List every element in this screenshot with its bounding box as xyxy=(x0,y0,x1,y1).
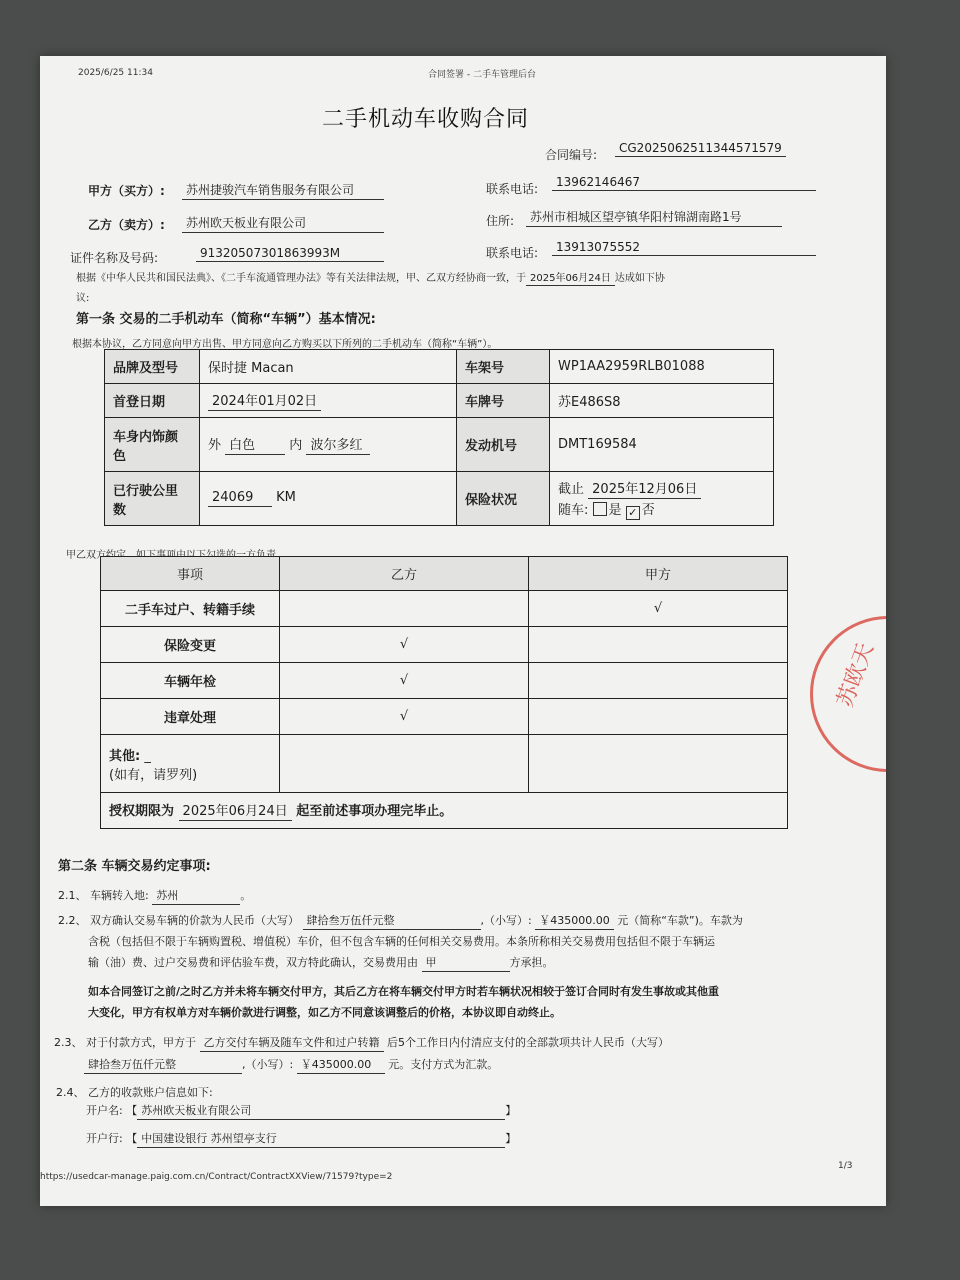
vin-value: WP1AA2959RLB01088 xyxy=(550,350,774,384)
clause-2-3-line1: 2.3、 对于付款方式，甲方于 乙方交付车辆及随车文件和过户转籍 后5个工作日内付清应支付的全部款项共计人民币（大写） xyxy=(54,1034,669,1052)
plate-value: 苏E486S8 xyxy=(550,384,774,418)
duty-other-seller xyxy=(280,735,529,793)
account-name: 开户名: 【 苏州欧天板业有限公司 】 xyxy=(86,1102,516,1120)
vehicle-table xyxy=(104,349,774,526)
bank-name: 开户行: 【 中国建设银行 苏州望亭支行 】 xyxy=(86,1130,516,1148)
insurance-label: 保险状况 xyxy=(457,472,550,526)
color-label: 车身内饰颜 色 xyxy=(105,418,200,472)
clause-2-4: 2.4、 乙方的收款账户信息如下: xyxy=(56,1086,213,1099)
color-value: 外 白色 内 波尔多红 xyxy=(200,418,457,472)
footer-url: https://usedcar-manage.paig.com.cn/Contract/ContractXXView/71579?type=2 xyxy=(40,1172,393,1182)
duty-row-seller: √ xyxy=(280,699,529,735)
buyer-phone-label: 联系电话: xyxy=(486,182,539,196)
article1-heading: 第一条 交易的二手机动车（简称“车辆”）基本情况: xyxy=(76,312,376,327)
contract-number: CG2025062511344571579 xyxy=(615,141,786,157)
with-car-yes-checkbox xyxy=(593,502,607,516)
reg-date-label: 首登日期 xyxy=(105,384,200,418)
seller-address-label: 住所: xyxy=(486,214,515,228)
seller-phone: 13913075552 xyxy=(552,240,816,256)
duty-row-buyer: √ xyxy=(529,591,788,627)
duty-other: 其他: _ (如有，请罗列) xyxy=(101,735,280,793)
mileage-value: 24069 KM xyxy=(200,472,457,526)
contract-title: 二手机动车收购合同 xyxy=(322,107,530,132)
duty-row-item: 违章处理 xyxy=(101,699,280,735)
print-timestamp: 2025/6/25 11:34 xyxy=(78,68,153,78)
duty-row-seller: √ xyxy=(280,627,529,663)
clause-2-2-line1: 2.2、 双方确认交易车辆的价款为人民币（大写） 肆拾叁万伍仟元整 ,（小写）: ￥435000.00 元（简称“车款”)。车款为 xyxy=(58,912,743,930)
bold-clause-line1: 如本合同签订之前/之时乙方并未将车辆交付甲方，其后乙方在将车辆交付甲方时若车辆状况相较于签订合同时有发生事故或其他重 xyxy=(88,985,720,998)
duty-row-item: 车辆年检 xyxy=(101,663,280,699)
duty-row-buyer xyxy=(529,663,788,699)
duty-row-seller: √ xyxy=(280,663,529,699)
duty-row-buyer xyxy=(529,699,788,735)
preamble-wrap: 议: xyxy=(76,293,90,304)
duty-row-item: 二手车过户、转籍手续 xyxy=(101,591,280,627)
mileage-label: 已行驶公里 数 xyxy=(105,472,200,526)
clause-2-1: 2.1、 车辆转入地: 苏州 。 xyxy=(58,887,251,905)
contract-page xyxy=(40,56,886,1206)
article1-intro: 根据本协议，乙方同意向甲方出售、甲方同意向乙方购买以下所列的二手机动车（简称“车辆”）。 xyxy=(72,339,498,350)
duties-header-item: 事项 xyxy=(101,557,280,591)
seller-address: 苏州市相城区望亭镇华阳村锦湖南路1号 xyxy=(526,208,782,227)
bold-clause-line2: 大变化，甲方有权单方对车辆价款进行调整，如乙方不同意该调整后的价格，本协议即自动终止。 xyxy=(88,1006,561,1019)
engine-value: DMT169584 xyxy=(550,418,774,472)
duty-row-buyer xyxy=(529,627,788,663)
contract-number-label: 合同编号: xyxy=(545,148,598,162)
brand-label: 品牌及型号 xyxy=(105,350,200,384)
reg-date-value: 2024年01月02日 xyxy=(200,384,457,418)
print-page-title: 合同签署 - 二手车管理后台 xyxy=(428,70,536,80)
duties-intro: 甲乙双方约定，如下事项由以下勾选的一方负责 xyxy=(66,550,276,561)
seller-phone-label: 联系电话: xyxy=(486,246,539,260)
preamble: 根据《中华人民共和国民法典》、《二手车流通管理办法》等有关法律法规，甲、乙双方经协商一致，于 2025年06月24日 达成如下协 xyxy=(76,269,665,286)
company-seal: 苏欧天 xyxy=(810,616,886,772)
duty-row-seller xyxy=(280,591,529,627)
id-label: 证件名称及号码: xyxy=(70,251,159,265)
duties-header-seller: 乙方 xyxy=(280,557,529,591)
vin-label: 车架号 xyxy=(457,350,550,384)
duty-row-item: 保险变更 xyxy=(101,627,280,663)
buyer-name: 苏州捷骏汽车销售服务有限公司 xyxy=(182,181,384,200)
article2-heading: 第二条 车辆交易约定事项: xyxy=(58,859,211,874)
clause-2-2-line2: 含税（包括但不限于车辆购置税、增值税）车价，但不包含车辆的任何相关交易费用。本条所称相关交易费用包括但不限于车辆运 xyxy=(88,935,715,948)
authorization-period: 授权期限为 2025年06月24日 起至前述事项办理完毕止。 xyxy=(101,793,788,829)
clause-2-3-line2: 肆拾叁万伍仟元整 ,（小写）: ￥435000.00 元。支付方式为汇款。 xyxy=(84,1056,498,1074)
brand-value: 保时捷 Macan xyxy=(200,350,457,384)
insurance-value: 截止 2025年12月06日 随车: 是 ✓ 否 xyxy=(550,472,774,526)
footer-page: 1/3 xyxy=(838,1161,853,1171)
duty-other-buyer xyxy=(529,735,788,793)
duties-table xyxy=(100,556,788,829)
seller-name: 苏州欧天板业有限公司 xyxy=(182,214,384,233)
plate-label: 车牌号 xyxy=(457,384,550,418)
with-car-no-checkbox: ✓ xyxy=(626,506,640,520)
clause-2-2-line3: 输（油）费、过户交易费和评估验车费，双方特此确认，交易费用由 甲 方承担。 xyxy=(88,954,554,972)
seller-label: 乙方（卖方）: xyxy=(88,218,165,232)
buyer-label: 甲方（买方）: xyxy=(88,184,165,198)
engine-label: 发动机号 xyxy=(457,418,550,472)
buyer-phone: 13962146467 xyxy=(552,175,816,191)
id-number: 91320507301863993M xyxy=(196,246,384,262)
duties-header-buyer: 甲方 xyxy=(529,557,788,591)
